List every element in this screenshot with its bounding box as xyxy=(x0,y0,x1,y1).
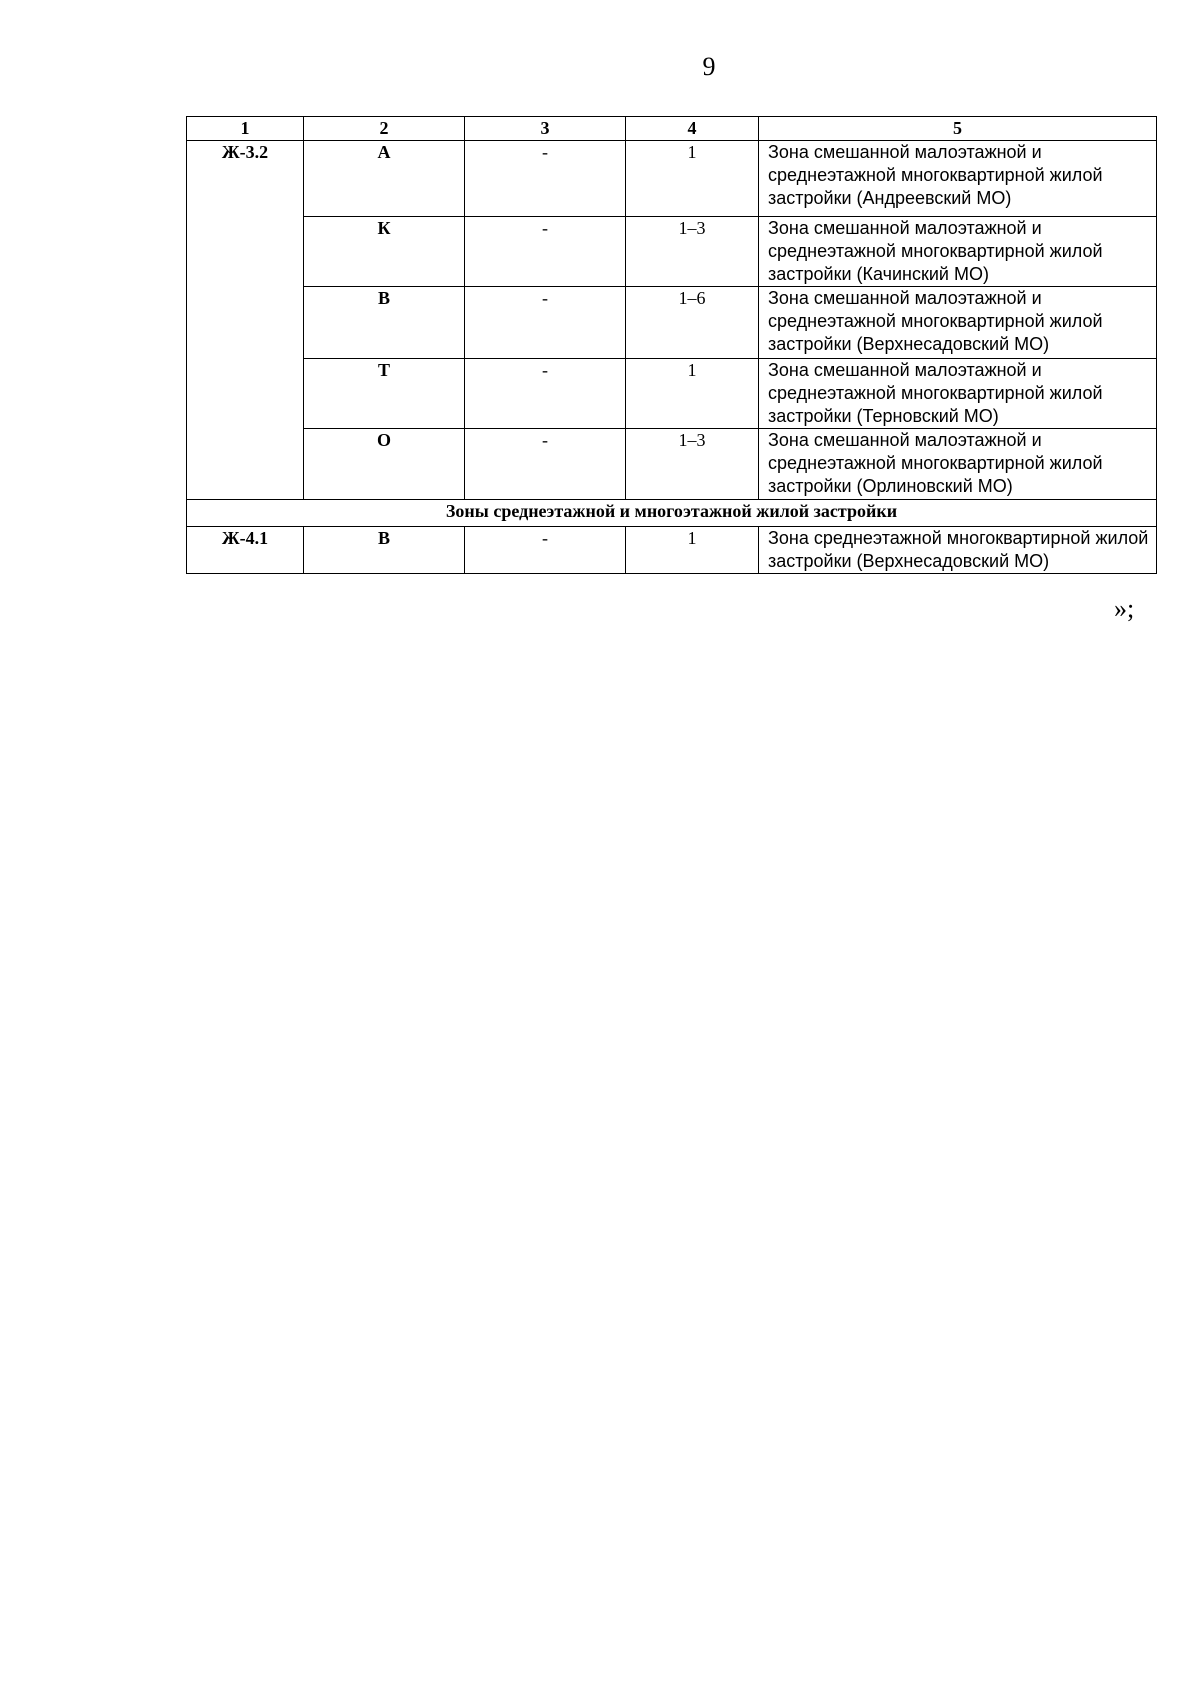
header-cell-3: 3 xyxy=(465,117,626,141)
column-4-cell: 1 xyxy=(626,527,759,574)
municipality-code-cell: Т xyxy=(304,359,465,429)
column-3-cell: - xyxy=(465,287,626,359)
column-3-cell: - xyxy=(465,141,626,217)
zones-table xyxy=(186,116,1157,574)
municipality-code-cell: О xyxy=(304,429,465,500)
table-row xyxy=(187,429,1157,500)
zone-code-cell: Ж-4.1 xyxy=(187,527,304,574)
column-4-cell: 1–3 xyxy=(626,217,759,287)
zone-description-cell: Зона смешанной малоэтажной и среднеэтажной многоквартирной жилой застройки (Орлиновский МО) xyxy=(759,429,1157,500)
page-number: 9 xyxy=(702,52,716,81)
column-4-cell: 1–3 xyxy=(626,429,759,500)
header-cell-1: 1 xyxy=(187,117,304,141)
closing-quote: »; xyxy=(1114,594,1135,623)
header-cell-4: 4 xyxy=(626,117,759,141)
zone-description-cell: Зона смешанной малоэтажной и среднеэтажной многоквартирной жилой застройки (Терновский МО) xyxy=(759,359,1157,429)
column-3-cell: - xyxy=(465,429,626,500)
municipality-code-cell: К xyxy=(304,217,465,287)
column-3-cell: - xyxy=(465,217,626,287)
table-row xyxy=(187,217,1157,287)
section-heading-row xyxy=(187,500,1157,527)
zone-description-cell: Зона среднеэтажной многоквартирной жилой застройки (Верхнесадовский МО) xyxy=(759,527,1157,574)
table-row xyxy=(187,359,1157,429)
zone-description-cell: Зона смешанной малоэтажной и среднеэтажной многоквартирной жилой застройки (Андреевский МО) xyxy=(759,141,1157,217)
header-cell-2: 2 xyxy=(304,117,465,141)
column-3-cell: - xyxy=(465,527,626,574)
column-4-cell: 1 xyxy=(626,359,759,429)
column-4-cell: 1–6 xyxy=(626,287,759,359)
municipality-code-cell: А xyxy=(304,141,465,217)
table-row xyxy=(187,141,1157,217)
municipality-code-cell: В xyxy=(304,287,465,359)
column-3-cell: - xyxy=(465,359,626,429)
column-4-cell: 1 xyxy=(626,141,759,217)
section-title: Зоны среднеэтажной и многоэтажной жилой застройки xyxy=(187,500,1157,527)
zone-description-cell: Зона смешанной малоэтажной и среднеэтажной многоквартирной жилой застройки (Качинский МО) xyxy=(759,217,1157,287)
table-row xyxy=(187,527,1157,574)
zone-code-cell: Ж-3.2 xyxy=(187,141,304,500)
table-row xyxy=(187,287,1157,359)
municipality-code-cell: В xyxy=(304,527,465,574)
header-cell-5: 5 xyxy=(759,117,1157,141)
zone-description-cell: Зона смешанной малоэтажной и среднеэтажной многоквартирной жилой застройки (Верхнесадовский МО) xyxy=(759,287,1157,359)
table-header-row xyxy=(187,117,1157,141)
